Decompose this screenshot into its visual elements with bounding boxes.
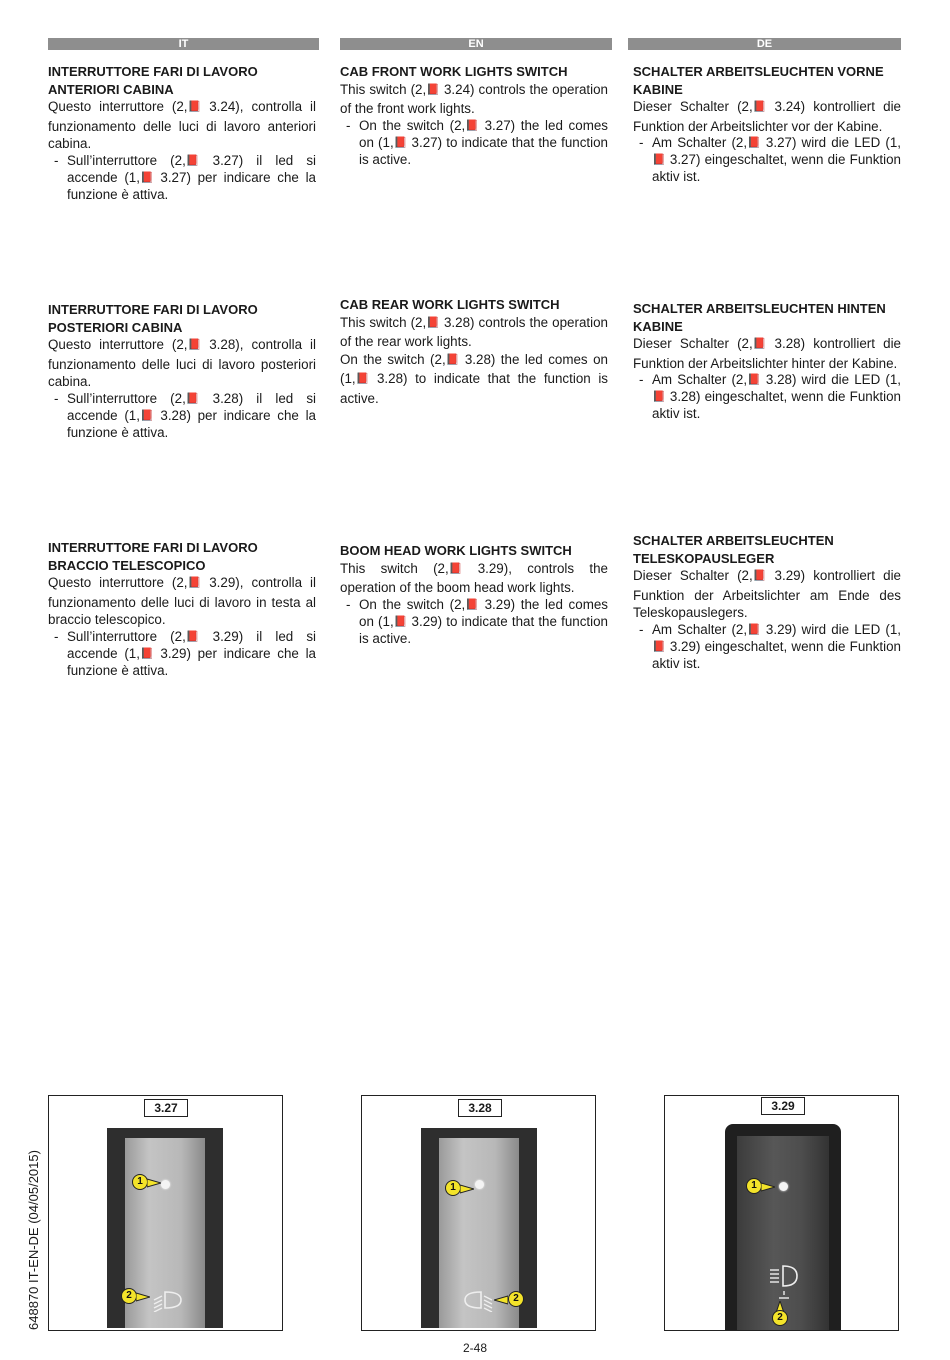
led-indicator [161, 1180, 170, 1189]
led-indicator [779, 1182, 788, 1191]
book-icon: 📕 [185, 154, 200, 167]
section-paragraph: Questo interruttore (2,📕 3.29), controlla il funzionamento delle luci di lavoro in testa al braccio telescopico. [48, 575, 316, 627]
figure-label: 3.27 [144, 1099, 188, 1117]
book-icon: 📕 [652, 640, 666, 653]
section-it-rear [48, 301, 316, 440]
section-paragraph: Dieser Schalter (2,📕 3.24) kontrolliert die Funktion der Arbeitslichter vor der Kabine. [633, 99, 901, 134]
section-paragraph: On the switch (2,📕 3.28) the led comes on (1,📕 3.28) to indicate that the function is active. [340, 351, 608, 406]
section-title: INTERRUTTORE FARI DI LAVORO POSTERIORI CABINA [48, 302, 258, 335]
section-de-rear [633, 300, 901, 421]
section-it-boom [48, 539, 316, 678]
callout-2: 2 [121, 1288, 137, 1304]
section-de-boom [633, 532, 901, 671]
book-icon: 📕 [752, 338, 767, 350]
switch-photo [725, 1124, 841, 1330]
book-icon: 📕 [465, 119, 479, 132]
book-icon: 📕 [747, 137, 761, 149]
book-icon: 📕 [393, 136, 408, 149]
lang-header-de: DE [628, 38, 901, 50]
book-icon: 📕 [187, 577, 202, 589]
section-title: SCHALTER ARBEITSLEUCHTEN VORNE KABINE [633, 64, 884, 97]
book-icon: 📕 [139, 647, 154, 660]
figure-label: 3.28 [458, 1099, 502, 1117]
book-icon: 📕 [355, 373, 370, 385]
book-icon: 📕 [187, 101, 202, 113]
section-bullet: - Am Schalter (2,📕 3.27) wird die LED (1,📕 3.27) eingeschaltet, wenn die Funktion aktiv ist. [633, 135, 901, 184]
section-bullet: - Am Schalter (2,📕 3.28) wird die LED (1,📕 3.28) eingeschaltet, wenn die Funktion aktiv ist. [633, 372, 901, 421]
book-icon: 📕 [185, 630, 200, 643]
book-icon: 📕 [747, 623, 761, 636]
book-icon: 📕 [652, 154, 666, 166]
work-light-icon [151, 1288, 185, 1312]
section-title: SCHALTER ARBEITSLEUCHTEN HINTEN KABINE [633, 301, 886, 334]
work-light-icon [767, 1262, 801, 1302]
section-paragraph: This switch (2,📕 3.29), controls the operation of the boom head work lights. [340, 560, 608, 595]
page-number: 2-48 [462, 1341, 488, 1355]
section-paragraph: Dieser Schalter (2,📕 3.29) kontrolliert die Funktion der Arbeitslichter am Ende des Teleskopauslegers. [633, 568, 901, 620]
lang-header-it: IT [48, 38, 319, 50]
section-en-front [340, 63, 608, 167]
book-icon: 📕 [448, 562, 463, 575]
book-icon: 📕 [187, 339, 202, 351]
section-paragraph: This switch (2,📕 3.28) controls the operation of the rear work lights. [340, 314, 608, 349]
led-indicator [475, 1180, 484, 1189]
callout-2: 2 [508, 1291, 524, 1307]
book-icon: 📕 [139, 409, 154, 422]
section-paragraph: This switch (2,📕 3.24) controls the operation of the front work lights. [340, 81, 608, 116]
figure-3-27 [48, 1095, 283, 1331]
section-bullet: - Am Schalter (2,📕 3.29) wird die LED (1,📕 3.29) eingeschaltet, wenn die Funktion aktiv ist. [633, 622, 901, 671]
book-icon: 📕 [445, 353, 460, 366]
section-title: CAB REAR WORK LIGHTS SWITCH [340, 297, 560, 312]
section-title: INTERRUTTORE FARI DI LAVORO ANTERIORI CABINA [48, 64, 258, 97]
section-bullet: - Sull’interruttore (2,📕 3.29) il led si accende (1,📕 3.29) per indicare che la funzione è attiva. [48, 629, 316, 678]
section-it-front [48, 63, 316, 202]
callout-1: 1 [445, 1180, 461, 1196]
document-code: 648870 IT-EN-DE (04/05/2015) [26, 1150, 41, 1330]
book-icon: 📕 [752, 101, 767, 113]
section-bullet: - Sull’interruttore (2,📕 3.27) il led si accende (1,📕 3.27) per indicare che la funzione è attiva. [48, 153, 316, 202]
book-icon: 📕 [426, 83, 440, 96]
callout-pointer [147, 1178, 161, 1188]
book-icon: 📕 [652, 391, 666, 403]
book-icon: 📕 [426, 316, 440, 329]
work-light-icon [461, 1288, 495, 1312]
section-bullet: - On the switch (2,📕 3.29) the led comes on (1,📕 3.29) to indicate that the function is active. [340, 597, 608, 646]
section-title: INTERRUTTORE FARI DI LAVORO BRACCIO TELESCOPICO [48, 540, 258, 573]
lang-header-en: EN [340, 38, 612, 50]
section-title: SCHALTER ARBEITSLEUCHTEN TELESKOPAUSLEGER [633, 533, 834, 566]
callout-1: 1 [132, 1174, 148, 1190]
book-icon: 📕 [752, 570, 767, 582]
figure-3-28 [361, 1095, 596, 1331]
book-icon: 📕 [139, 171, 154, 184]
section-bullet: - Sull’interruttore (2,📕 3.28) il led si accende (1,📕 3.28) per indicare che la funzione è attiva. [48, 391, 316, 440]
callout-2: 2 [772, 1310, 788, 1326]
section-en-rear [340, 296, 608, 407]
section-paragraph: Questo interruttore (2,📕 3.24), controlla il funzionamento delle luci di lavoro anteriori cabina. [48, 99, 316, 151]
section-paragraph: Dieser Schalter (2,📕 3.28) kontrolliert die Funktion der Arbeitslichter hinter der Kabine. [633, 336, 901, 371]
section-bullet: - On the switch (2,📕 3.27) the led comes on (1,📕 3.27) to indicate that the function is active. [340, 118, 608, 167]
book-icon: 📕 [185, 392, 200, 405]
section-title: BOOM HEAD WORK LIGHTS SWITCH [340, 543, 572, 558]
book-icon: 📕 [465, 598, 479, 611]
callout-pointer [136, 1292, 150, 1302]
section-de-front [633, 63, 901, 184]
book-icon: 📕 [747, 374, 761, 386]
section-en-boom [340, 542, 608, 646]
callout-pointer [494, 1295, 508, 1305]
figure-label: 3.29 [761, 1097, 805, 1115]
book-icon: 📕 [393, 615, 408, 628]
callout-pointer [460, 1184, 474, 1194]
callout-1: 1 [746, 1178, 762, 1194]
section-paragraph: Questo interruttore (2,📕 3.28), controlla il funzionamento delle luci di lavoro posteriori cabina. [48, 337, 316, 389]
figure-3-29 [664, 1095, 899, 1331]
callout-pointer [761, 1182, 775, 1192]
section-title: CAB FRONT WORK LIGHTS SWITCH [340, 64, 568, 79]
